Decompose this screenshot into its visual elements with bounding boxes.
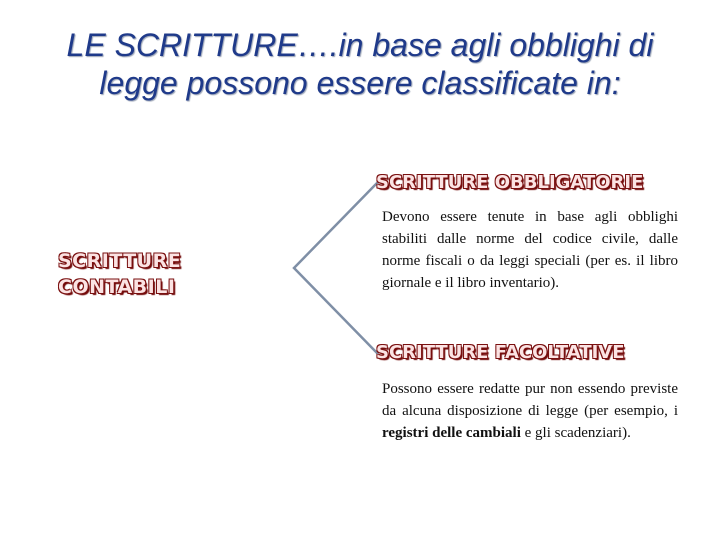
facoltative-text-part-1: Possono essere redatte pur non essendo previste da alcuna disposizione di legge (per esempio, i <box>382 381 678 419</box>
facoltative-text-bold: registri delle cambiali <box>382 425 521 441</box>
heading-scritture-obbligatorie: SCRITTURE OBBLIGATORIE <box>376 172 644 193</box>
title-line-2: legge possono essere classificate in: <box>99 65 621 101</box>
left-label-line-1: SCRITTURE <box>58 250 182 272</box>
text-scritture-obbligatorie: Devono essere tenute in base agli obblighi stabiliti dalle norme del codice civile, dalle norme fiscali o da leggi speciali (per es. il libro giornale e il libro inventario). <box>382 209 678 291</box>
text-scritture-facoltative <box>382 378 678 444</box>
branch-connector <box>288 180 388 356</box>
branch-line <box>294 182 378 354</box>
slide-title <box>20 26 700 102</box>
scritture-contabili-label <box>58 248 228 300</box>
heading-scritture-facoltative: SCRITTURE FACOLTATIVE <box>376 342 625 363</box>
facoltative-text-part-2: e gli scadenziari). <box>520 425 631 441</box>
title-line-1: LE SCRITTURE….in base agli obblighi di <box>66 27 654 63</box>
left-label-line-2: CONTABILI <box>58 276 176 298</box>
